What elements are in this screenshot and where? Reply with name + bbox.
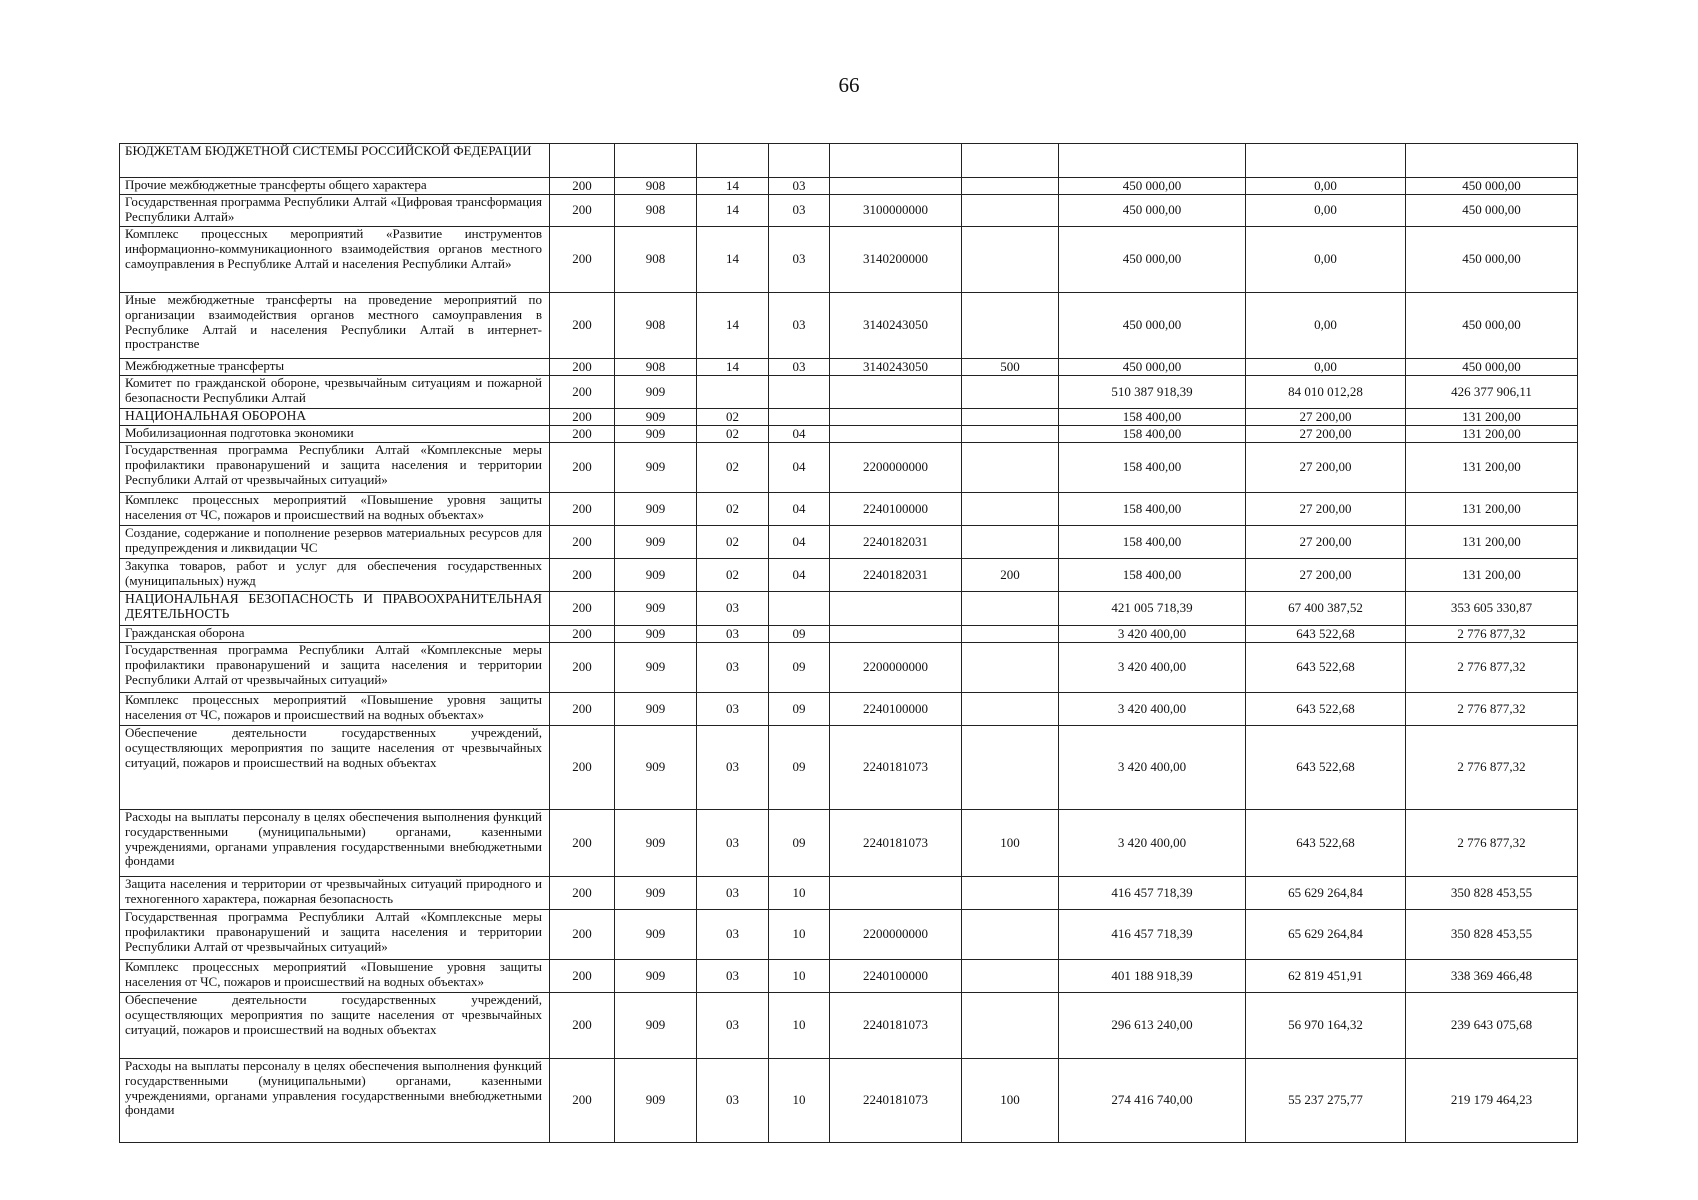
target-article-cell xyxy=(830,376,962,409)
target-article-cell: 2240100000 xyxy=(830,493,962,526)
department-code-cell: 909 xyxy=(615,693,697,726)
table-row xyxy=(120,376,1578,409)
section-code-cell xyxy=(697,376,769,409)
department-code-cell: 909 xyxy=(615,592,697,626)
page-number: 66 xyxy=(838,73,860,97)
row-name-cell: Создание, содержание и пополнение резервов материальных ресурсов для предупреждения и ликвидации ЧС xyxy=(120,526,550,559)
amount-planned-cell: 416 457 718,39 xyxy=(1059,877,1246,910)
expense-type-cell xyxy=(962,626,1059,643)
expense-type-cell xyxy=(962,227,1059,293)
target-article-cell xyxy=(830,877,962,910)
subsection-code-cell: 04 xyxy=(769,559,830,592)
target-article-cell: 2240181073 xyxy=(830,993,962,1059)
amount-executed-cell xyxy=(1246,144,1406,178)
table-row xyxy=(120,493,1578,526)
target-article-cell: 2240181073 xyxy=(830,810,962,877)
subsection-code-cell xyxy=(769,409,830,426)
table-row xyxy=(120,910,1578,960)
code-cell: 200 xyxy=(550,426,615,443)
department-code-cell: 909 xyxy=(615,643,697,693)
amount-remaining-cell: 450 000,00 xyxy=(1406,195,1578,227)
department-code-cell: 909 xyxy=(615,493,697,526)
department-code-cell: 908 xyxy=(615,178,697,195)
subsection-code-cell: 09 xyxy=(769,726,830,810)
row-name-cell: Комитет по гражданской обороне, чрезвычайным ситуациям и пожарной безопасности Республики Алтай xyxy=(120,376,550,409)
amount-planned-cell: 450 000,00 xyxy=(1059,293,1246,359)
subsection-code-cell: 03 xyxy=(769,227,830,293)
target-article-cell: 3100000000 xyxy=(830,195,962,227)
target-article-cell: 2200000000 xyxy=(830,443,962,493)
subsection-code-cell: 09 xyxy=(769,626,830,643)
amount-remaining-cell: 131 200,00 xyxy=(1406,559,1578,592)
expense-type-cell: 100 xyxy=(962,1059,1059,1143)
row-name-cell: Государственная программа Республики Алтай «Комплексные меры профилактики правонарушений и защита населения и территории Республики Алтай от чрезвычайных ситуаций» xyxy=(120,643,550,693)
code-cell: 200 xyxy=(550,626,615,643)
amount-remaining-cell: 131 200,00 xyxy=(1406,409,1578,426)
expense-type-cell xyxy=(962,293,1059,359)
amount-executed-cell: 27 200,00 xyxy=(1246,526,1406,559)
section-code-cell: 03 xyxy=(697,993,769,1059)
table-row xyxy=(120,559,1578,592)
row-name-cell: Мобилизационная подготовка экономики xyxy=(120,426,550,443)
department-code-cell: 908 xyxy=(615,227,697,293)
department-code-cell: 909 xyxy=(615,426,697,443)
amount-executed-cell: 643 522,68 xyxy=(1246,810,1406,877)
expense-type-cell xyxy=(962,960,1059,993)
amount-executed-cell: 67 400 387,52 xyxy=(1246,592,1406,626)
code-cell: 200 xyxy=(550,1059,615,1143)
target-article-cell: 3140243050 xyxy=(830,359,962,376)
table-row xyxy=(120,592,1578,626)
amount-executed-cell: 65 629 264,84 xyxy=(1246,877,1406,910)
code-cell: 200 xyxy=(550,559,615,592)
section-code-cell: 02 xyxy=(697,426,769,443)
section-code-cell: 14 xyxy=(697,178,769,195)
target-article-cell: 2240100000 xyxy=(830,693,962,726)
subsection-code-cell: 03 xyxy=(769,359,830,376)
amount-remaining-cell: 239 643 075,68 xyxy=(1406,993,1578,1059)
subsection-code-cell: 10 xyxy=(769,877,830,910)
department-code-cell: 909 xyxy=(615,626,697,643)
section-code-cell: 02 xyxy=(697,526,769,559)
table-row xyxy=(120,693,1578,726)
amount-executed-cell: 56 970 164,32 xyxy=(1246,993,1406,1059)
department-code-cell: 909 xyxy=(615,960,697,993)
row-name-cell: Комплекс процессных мероприятий «Повышение уровня защиты населения от ЧС, пожаров и происшествий на водных объектах» xyxy=(120,493,550,526)
row-name-cell: Иные межбюджетные трансферты на проведение мероприятий по организации взаимодействия органов местного самоуправления в Республике Алтай и населения Республики Алтай в интернет-пространстве xyxy=(120,293,550,359)
amount-remaining-cell: 131 200,00 xyxy=(1406,526,1578,559)
target-article-cell: 2240181073 xyxy=(830,1059,962,1143)
table-row xyxy=(120,526,1578,559)
table-row xyxy=(120,359,1578,376)
department-code-cell: 909 xyxy=(615,726,697,810)
amount-executed-cell: 27 200,00 xyxy=(1246,426,1406,443)
code-cell: 200 xyxy=(550,993,615,1059)
department-code-cell: 909 xyxy=(615,443,697,493)
code-cell: 200 xyxy=(550,810,615,877)
table-row xyxy=(120,1059,1578,1143)
target-article-cell xyxy=(830,626,962,643)
row-name-cell: Государственная программа Республики Алтай «Цифровая трансформация Республики Алтай» xyxy=(120,195,550,227)
department-code-cell: 909 xyxy=(615,993,697,1059)
amount-remaining-cell: 353 605 330,87 xyxy=(1406,592,1578,626)
amount-remaining-cell: 450 000,00 xyxy=(1406,359,1578,376)
section-code-cell: 14 xyxy=(697,293,769,359)
target-article-cell xyxy=(830,409,962,426)
table-row xyxy=(120,195,1578,227)
section-code-cell: 03 xyxy=(697,726,769,810)
amount-planned-cell: 158 400,00 xyxy=(1059,493,1246,526)
expense-type-cell xyxy=(962,726,1059,810)
code-cell: 200 xyxy=(550,526,615,559)
amount-planned-cell: 3 420 400,00 xyxy=(1059,643,1246,693)
table-row xyxy=(120,877,1578,910)
section-code-cell: 02 xyxy=(697,559,769,592)
code-cell: 200 xyxy=(550,178,615,195)
amount-remaining-cell xyxy=(1406,144,1578,178)
section-code-cell: 14 xyxy=(697,359,769,376)
amount-planned-cell: 158 400,00 xyxy=(1059,409,1246,426)
subsection-code-cell: 04 xyxy=(769,493,830,526)
expense-type-cell xyxy=(962,910,1059,960)
department-code-cell: 909 xyxy=(615,877,697,910)
subsection-code-cell: 04 xyxy=(769,426,830,443)
department-code-cell xyxy=(615,144,697,178)
row-name-cell: НАЦИОНАЛЬНАЯ ОБОРОНА xyxy=(120,409,550,426)
amount-remaining-cell: 2 776 877,32 xyxy=(1406,643,1578,693)
code-cell: 200 xyxy=(550,227,615,293)
expense-type-cell: 500 xyxy=(962,359,1059,376)
target-article-cell: 2240181073 xyxy=(830,726,962,810)
row-name-cell: Обеспечение деятельности государственных учреждений, осуществляющих мероприятия по защите населения от чрезвычайных ситуаций, пожаров и происшествий на водных объектах xyxy=(120,993,550,1059)
row-name-cell: НАЦИОНАЛЬНАЯ БЕЗОПАСНОСТЬ И ПРАВООХРАНИТЕЛЬНАЯ ДЕЯТЕЛЬНОСТЬ xyxy=(120,592,550,626)
amount-planned-cell: 450 000,00 xyxy=(1059,227,1246,293)
expense-type-cell: 100 xyxy=(962,810,1059,877)
expense-type-cell xyxy=(962,877,1059,910)
subsection-code-cell: 09 xyxy=(769,693,830,726)
section-code-cell xyxy=(697,144,769,178)
department-code-cell: 909 xyxy=(615,376,697,409)
target-article-cell: 2240182031 xyxy=(830,559,962,592)
code-cell: 200 xyxy=(550,195,615,227)
subsection-code-cell: 10 xyxy=(769,960,830,993)
row-name-cell: Прочие межбюджетные трансферты общего характера xyxy=(120,178,550,195)
department-code-cell: 908 xyxy=(615,195,697,227)
department-code-cell: 909 xyxy=(615,810,697,877)
amount-executed-cell: 27 200,00 xyxy=(1246,559,1406,592)
table-row xyxy=(120,810,1578,877)
row-name-cell: Гражданская оборона xyxy=(120,626,550,643)
target-article-cell xyxy=(830,592,962,626)
code-cell: 200 xyxy=(550,877,615,910)
row-name-cell: Защита населения и территории от чрезвычайных ситуаций природного и техногенного характера, пожарная безопасность xyxy=(120,877,550,910)
subsection-code-cell: 04 xyxy=(769,526,830,559)
amount-planned-cell: 416 457 718,39 xyxy=(1059,910,1246,960)
table-row xyxy=(120,643,1578,693)
target-article-cell: 2240182031 xyxy=(830,526,962,559)
amount-executed-cell: 84 010 012,28 xyxy=(1246,376,1406,409)
department-code-cell: 909 xyxy=(615,559,697,592)
amount-remaining-cell: 131 200,00 xyxy=(1406,493,1578,526)
department-code-cell: 908 xyxy=(615,359,697,376)
expense-type-cell xyxy=(962,592,1059,626)
code-cell: 200 xyxy=(550,693,615,726)
row-name-cell: Комплекс процессных мероприятий «Развитие инструментов информационно-коммуникационного взаимодействия органов местного самоуправления в Республике Алтай и населения Республики Алтай» xyxy=(120,227,550,293)
department-code-cell: 909 xyxy=(615,526,697,559)
section-code-cell: 03 xyxy=(697,910,769,960)
table-row xyxy=(120,409,1578,426)
expense-type-cell xyxy=(962,493,1059,526)
department-code-cell: 909 xyxy=(615,1059,697,1143)
section-code-cell: 03 xyxy=(697,626,769,643)
target-article-cell: 3140243050 xyxy=(830,293,962,359)
expense-type-cell xyxy=(962,693,1059,726)
section-code-cell: 03 xyxy=(697,592,769,626)
code-cell: 200 xyxy=(550,293,615,359)
expense-type-cell xyxy=(962,409,1059,426)
expense-type-cell: 200 xyxy=(962,559,1059,592)
section-code-cell: 02 xyxy=(697,409,769,426)
code-cell: 200 xyxy=(550,643,615,693)
amount-executed-cell: 0,00 xyxy=(1246,359,1406,376)
amount-executed-cell: 643 522,68 xyxy=(1246,626,1406,643)
amount-executed-cell: 643 522,68 xyxy=(1246,693,1406,726)
amount-executed-cell: 65 629 264,84 xyxy=(1246,910,1406,960)
section-code-cell: 14 xyxy=(697,195,769,227)
amount-remaining-cell: 450 000,00 xyxy=(1406,293,1578,359)
subsection-code-cell: 03 xyxy=(769,293,830,359)
amount-planned-cell: 450 000,00 xyxy=(1059,178,1246,195)
amount-remaining-cell: 2 776 877,32 xyxy=(1406,726,1578,810)
subsection-code-cell: 09 xyxy=(769,643,830,693)
amount-planned-cell: 3 420 400,00 xyxy=(1059,693,1246,726)
table-row xyxy=(120,178,1578,195)
amount-remaining-cell: 131 200,00 xyxy=(1406,426,1578,443)
amount-planned-cell: 158 400,00 xyxy=(1059,526,1246,559)
section-code-cell: 02 xyxy=(697,493,769,526)
row-name-cell: Комплекс процессных мероприятий «Повышение уровня защиты населения от ЧС, пожаров и происшествий на водных объектах» xyxy=(120,693,550,726)
amount-executed-cell: 27 200,00 xyxy=(1246,493,1406,526)
expense-type-cell xyxy=(962,993,1059,1059)
amount-planned-cell xyxy=(1059,144,1246,178)
amount-executed-cell: 27 200,00 xyxy=(1246,443,1406,493)
table-row xyxy=(120,443,1578,493)
amount-planned-cell: 3 420 400,00 xyxy=(1059,810,1246,877)
code-cell: 200 xyxy=(550,359,615,376)
table-row xyxy=(120,426,1578,443)
section-code-cell: 03 xyxy=(697,643,769,693)
section-code-cell: 03 xyxy=(697,1059,769,1143)
expense-type-cell xyxy=(962,376,1059,409)
code-cell: 200 xyxy=(550,910,615,960)
amount-planned-cell: 401 188 918,39 xyxy=(1059,960,1246,993)
expense-type-cell xyxy=(962,195,1059,227)
subsection-code-cell: 09 xyxy=(769,810,830,877)
code-cell: 200 xyxy=(550,493,615,526)
expense-type-cell xyxy=(962,178,1059,195)
amount-remaining-cell: 219 179 464,23 xyxy=(1406,1059,1578,1143)
amount-remaining-cell: 2 776 877,32 xyxy=(1406,626,1578,643)
amount-executed-cell: 55 237 275,77 xyxy=(1246,1059,1406,1143)
budget-table-body xyxy=(120,144,1578,1143)
amount-executed-cell: 62 819 451,91 xyxy=(1246,960,1406,993)
amount-planned-cell: 296 613 240,00 xyxy=(1059,993,1246,1059)
amount-remaining-cell: 450 000,00 xyxy=(1406,227,1578,293)
amount-planned-cell: 450 000,00 xyxy=(1059,359,1246,376)
expense-type-cell xyxy=(962,443,1059,493)
target-article-cell xyxy=(830,426,962,443)
table-row xyxy=(120,144,1578,178)
target-article-cell: 2240100000 xyxy=(830,960,962,993)
code-cell: 200 xyxy=(550,960,615,993)
amount-executed-cell: 0,00 xyxy=(1246,178,1406,195)
amount-planned-cell: 274 416 740,00 xyxy=(1059,1059,1246,1143)
subsection-code-cell: 10 xyxy=(769,910,830,960)
amount-remaining-cell: 2 776 877,32 xyxy=(1406,693,1578,726)
table-row xyxy=(120,726,1578,810)
row-name-cell: Расходы на выплаты персоналу в целях обеспечения выполнения функций государственными (муниципальными) органами, казенными учреждениями, органами управления государственными внебюджетными фондами xyxy=(120,1059,550,1143)
amount-executed-cell: 643 522,68 xyxy=(1246,726,1406,810)
amount-remaining-cell: 426 377 906,11 xyxy=(1406,376,1578,409)
row-name-cell: Обеспечение деятельности государственных учреждений, осуществляющих мероприятия по защите населения от чрезвычайных ситуаций, пожаров и происшествий на водных объектах xyxy=(120,726,550,810)
code-cell xyxy=(550,144,615,178)
amount-remaining-cell: 2 776 877,32 xyxy=(1406,810,1578,877)
subsection-code-cell xyxy=(769,592,830,626)
table-row xyxy=(120,960,1578,993)
amount-planned-cell: 158 400,00 xyxy=(1059,443,1246,493)
table-row xyxy=(120,227,1578,293)
expense-type-cell xyxy=(962,426,1059,443)
amount-planned-cell: 3 420 400,00 xyxy=(1059,726,1246,810)
budget-table xyxy=(119,143,1578,1143)
section-code-cell: 03 xyxy=(697,877,769,910)
table-row xyxy=(120,293,1578,359)
department-code-cell: 909 xyxy=(615,409,697,426)
section-code-cell: 03 xyxy=(697,693,769,726)
subsection-code-cell: 10 xyxy=(769,993,830,1059)
amount-planned-cell: 421 005 718,39 xyxy=(1059,592,1246,626)
row-name-cell: Межбюджетные трансферты xyxy=(120,359,550,376)
section-code-cell: 03 xyxy=(697,810,769,877)
amount-planned-cell: 158 400,00 xyxy=(1059,559,1246,592)
section-code-cell: 03 xyxy=(697,960,769,993)
target-article-cell: 3140200000 xyxy=(830,227,962,293)
subsection-code-cell: 04 xyxy=(769,443,830,493)
amount-executed-cell: 0,00 xyxy=(1246,293,1406,359)
amount-remaining-cell: 131 200,00 xyxy=(1406,443,1578,493)
amount-remaining-cell: 350 828 453,55 xyxy=(1406,910,1578,960)
row-name-cell: Закупка товаров, работ и услуг для обеспечения государственных (муниципальных) нужд xyxy=(120,559,550,592)
subsection-code-cell xyxy=(769,376,830,409)
row-name-cell: Государственная программа Республики Алтай «Комплексные меры профилактики правонарушений и защита населения и территории Республики Алтай от чрезвычайных ситуаций» xyxy=(120,443,550,493)
code-cell: 200 xyxy=(550,376,615,409)
table-row xyxy=(120,993,1578,1059)
amount-planned-cell: 510 387 918,39 xyxy=(1059,376,1246,409)
expense-type-cell xyxy=(962,526,1059,559)
department-code-cell: 909 xyxy=(615,910,697,960)
section-code-cell: 02 xyxy=(697,443,769,493)
amount-planned-cell: 3 420 400,00 xyxy=(1059,626,1246,643)
amount-executed-cell: 27 200,00 xyxy=(1246,409,1406,426)
code-cell: 200 xyxy=(550,726,615,810)
code-cell: 200 xyxy=(550,409,615,426)
amount-executed-cell: 0,00 xyxy=(1246,195,1406,227)
subsection-code-cell: 10 xyxy=(769,1059,830,1143)
subsection-code-cell: 03 xyxy=(769,195,830,227)
amount-remaining-cell: 350 828 453,55 xyxy=(1406,877,1578,910)
amount-remaining-cell: 338 369 466,48 xyxy=(1406,960,1578,993)
target-article-cell xyxy=(830,178,962,195)
subsection-code-cell xyxy=(769,144,830,178)
amount-planned-cell: 158 400,00 xyxy=(1059,426,1246,443)
amount-planned-cell: 450 000,00 xyxy=(1059,195,1246,227)
expense-type-cell xyxy=(962,643,1059,693)
target-article-cell: 2200000000 xyxy=(830,910,962,960)
code-cell: 200 xyxy=(550,443,615,493)
subsection-code-cell: 03 xyxy=(769,178,830,195)
target-article-cell xyxy=(830,144,962,178)
expense-type-cell xyxy=(962,144,1059,178)
code-cell: 200 xyxy=(550,592,615,626)
row-name-cell: Государственная программа Республики Алтай «Комплексные меры профилактики правонарушений и защита населения и территории Республики Алтай от чрезвычайных ситуаций» xyxy=(120,910,550,960)
row-name-cell: Расходы на выплаты персоналу в целях обеспечения выполнения функций государственными (муниципальными) органами, казенными учреждениями, органами управления государственными внебюджетными фондами xyxy=(120,810,550,877)
department-code-cell: 908 xyxy=(615,293,697,359)
target-article-cell: 2200000000 xyxy=(830,643,962,693)
section-code-cell: 14 xyxy=(697,227,769,293)
row-name-cell: Комплекс процессных мероприятий «Повышение уровня защиты населения от ЧС, пожаров и происшествий на водных объектах» xyxy=(120,960,550,993)
row-name-cell: БЮДЖЕТАМ БЮДЖЕТНОЙ СИСТЕМЫ РОССИЙСКОЙ ФЕДЕРАЦИИ xyxy=(120,144,550,178)
table-row xyxy=(120,626,1578,643)
amount-executed-cell: 0,00 xyxy=(1246,227,1406,293)
amount-executed-cell: 643 522,68 xyxy=(1246,643,1406,693)
amount-remaining-cell: 450 000,00 xyxy=(1406,178,1578,195)
